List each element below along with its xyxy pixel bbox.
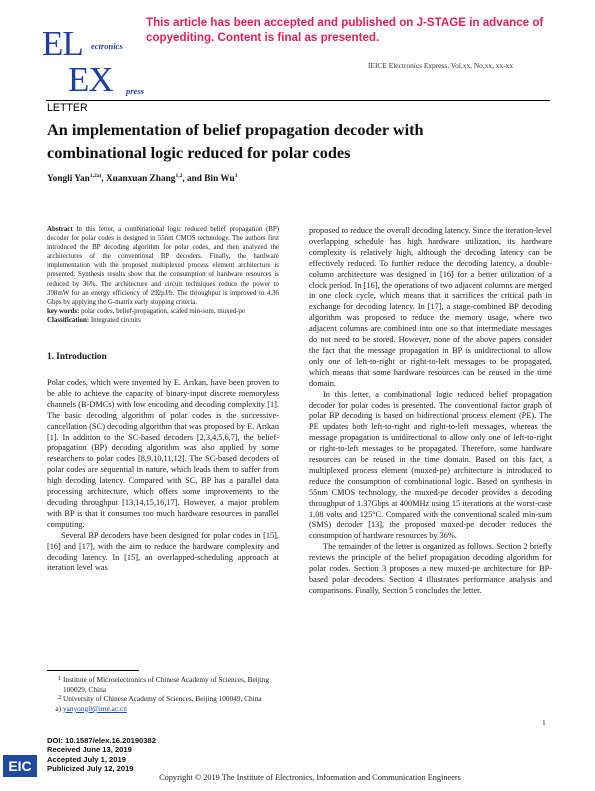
publisher-logo: EIC (3, 755, 37, 777)
footnote-rule (47, 670, 139, 671)
affiliation-item (47, 694, 283, 704)
classification-line (47, 316, 279, 325)
journal-logo-el: EL (42, 24, 83, 63)
affiliation-number: 1 (57, 676, 61, 682)
affiliations (47, 675, 283, 713)
author-name: Bin Wu (204, 174, 235, 185)
right-column-body (309, 226, 552, 597)
author-separator: , (101, 174, 106, 185)
received-date: Received June 13, 2019 (47, 745, 132, 755)
copyright-notice: Copyright © 2019 The Institute of Electronics, Information and Communication Engineers (159, 773, 461, 782)
affiliation-item (47, 704, 283, 714)
author-separator: , and (182, 174, 205, 185)
title-line-2: combinational logic reduced for polar codes (47, 143, 351, 162)
author-affiliation-mark: 1,2a) (89, 173, 102, 179)
publication-info (47, 736, 156, 774)
page-number: 1 (542, 718, 546, 727)
classification-label: Classification: (47, 316, 90, 324)
affiliation-number: a) (55, 703, 61, 713)
body-paragraph: Several BP decoders have been designed for polar codes in [15], [16] and [17], with the aim to reduce the hardware complexity and decoding latency. In [15], an overlapped-scheduling approach at iteration level was (47, 530, 279, 573)
journal-logo-ex: EX (68, 60, 113, 99)
abstract-paragraph (47, 225, 279, 307)
publicized-date: Publicized July 12, 2019 (47, 764, 134, 774)
affiliation-text: University of Chinese Academy of Sciences, Beijing 100049, China (63, 694, 262, 704)
accepted-date: Accepted July 1, 2019 (47, 754, 126, 764)
author-email-link[interactable]: yanyongli@ime.ac.cn (63, 703, 127, 713)
abstract-text: In this letter, a combinational logic reduced belief propagation (BP) decoder for polar codes is designed in 55nm CMOS technology. The authors first introduced the BP decoding algorithm for polar codes, and then analyzed the architectures of the conventional BP decoders. Finally, the hardware implementation with the proposed multiplexed process element architecture is presented. Synthesis results show that the consumption of hardware resources is reduced by 36%. The architecture and circuit techniques reduce the power to 398mW for an energy efficiency of 292pJ/b. The throughput is improved to 4.36 Gbps by applying the G-matrix early stopping criteria. (47, 226, 279, 306)
body-paragraph: Polar codes, which were invented by E. Arıkan, have been proven to be able to achieve the capacity of binary-input discrete memoryless channels (B-DMCs) with low encoding and decoding complexity [1]. The basic decoding algorithm of polar codes is the successive-cancellation (SC) decoding algorithm that was proposed by E. Arıkan [1]. In addition to the SC-based decoders [2,3,4,5,6,7], the belief-propagation (BP) decoding algorithm was also applied by some researchers to polar codes [8,9,10,11,12]. The SC-based decoders of polar codes are sequential in nature, which leads them to suffer from high decoding latency. Compared with SC, BP has a parallel data processing architecture, which offers some improvements to the decoding throughput [13,14,15,16,17]. However, a major problem with BP is that it consumes too much hardware resources in parallel computing. (47, 378, 279, 529)
author-name: Yongli Yan (47, 174, 90, 185)
body-paragraph: proposed to reduce the overall decoding latency. Since the iteration-level overlapping schedule has high hardware utilization, its hardware complexity is relatively high, although the decoding latency can be effectively reduced. To further reduce the decoding latency, a double-column architecture was designed in [16] for a better utilization of a clock period. In [16], the operations of two adjacent columns are merged in one clock cycle, which means that it sacrifices the critical path in exchange for decoding latency. In [17], a stage-combined BP decoding algorithm was proposed to reduce the memory usage, where two adjacent columns are combined into one so that intermediate messages do not need to be stored. However, none of the above papers consider the fact that the message propagation in BP is unidirectional to allow only one of left-to-right or right-to-left messages to be propagated, which means that some hardware resources can be reused in the time domain. (309, 226, 552, 388)
journal-reference: IEICE Electronics Express, Vol.xx, No.xx, xx-xx (368, 61, 514, 70)
advance-publication-notice: This article has been accepted and published on J-STAGE in advance of copyediting. Content is final as presented. (146, 16, 544, 44)
body-paragraph: In this letter, a combinational logic reduced belief propagation decoder for polar codes is presented. The conventional factor graph of polar BP decoding is based on bidirectional process element (PE). The PE updates both left-to-right and right-to-left messages, whereas the message propagation is unidirectional to allow only one of left-to-right or right-to-left messages to be propagated. Therefore, some hardware resources can be reused in the time domain. Based on this fact, a multiplexed process element (muxed-pe) architecture is introduced to reduce the consumption of combinational logic. Based on synthesis in 55nm CMOS technology, the muxed-pe decoder provides a decoding throughput of 1.37Gbps at 400MHz using 15 iterations at the worst-case 1.08 volts and 125°C. Compared with the conventional scaled min-sum (SMS) decoder [13], the proposed muxed-pe decoder reduces the consumption of hardware resources by 36%. (309, 389, 552, 541)
journal-logo-electronics: ectronics (91, 41, 123, 51)
classification-text: Integrated circuits (90, 316, 141, 324)
author-name: Xuanxuan Zhang (105, 174, 176, 185)
doi: DOI: 10.1587/elex.16.20190382 (47, 736, 156, 745)
affiliation-number: 2 (57, 695, 61, 702)
title-line-1: An implementation of belief propagation decoder with (47, 120, 424, 139)
abstract-block (47, 225, 279, 325)
abstract-label: Abstract (47, 226, 73, 233)
keywords-line (47, 307, 279, 316)
article-type-label: LETTER (47, 102, 88, 114)
keywords-label: key words: (47, 307, 80, 315)
author-list (47, 173, 237, 184)
author-affiliation-mark: 1 (234, 173, 238, 179)
keywords-text: polar codes, belief-propagation, scaled min-sum, muxed-pe (81, 307, 245, 315)
left-column-body (47, 378, 279, 574)
author-affiliation-mark: 1,2 (175, 173, 183, 179)
journal-logo-express: press (126, 86, 144, 96)
affiliation-text: Institute of Microelectronics of Chinese Academy of Sciences, Beijing 100029, China (63, 675, 270, 694)
body-paragraph: The remainder of the letter is organized as follows. Section 2 briefly reviews the principle of the belief propagation decoding algorithm for polar codes. Section 3 proposes a new muxed-pe architecture for BP-based polar decoders. Section 4 illustrates performance analysis and comparisons. Finally, Section 5 concludes the letter. (309, 542, 552, 595)
article-type-rule (46, 100, 550, 115)
section-heading: 1. Introduction (47, 352, 107, 362)
article-title (47, 118, 547, 164)
affiliation-item (47, 675, 283, 694)
